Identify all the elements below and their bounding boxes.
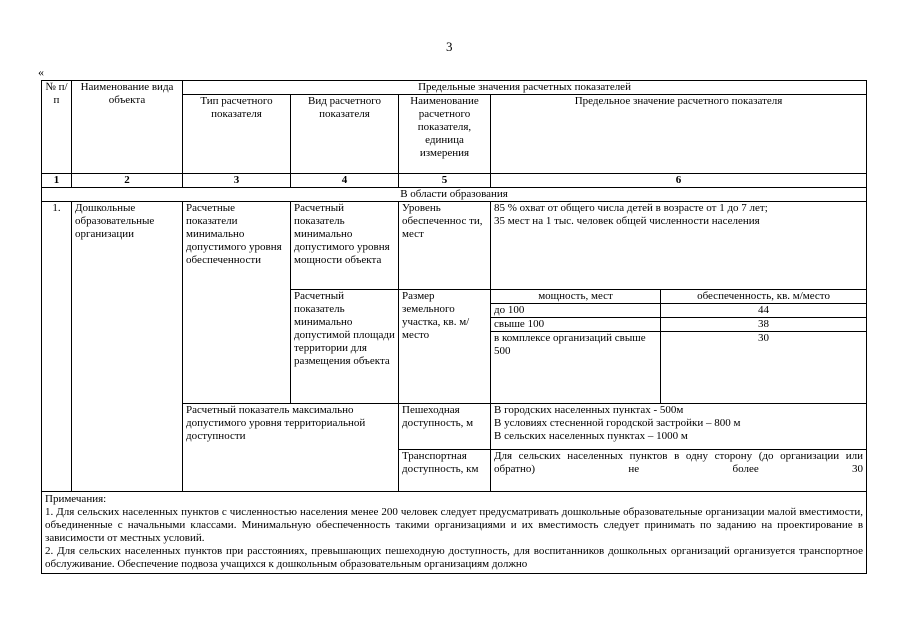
subtable-supply: 44 (661, 304, 867, 318)
value-level-line-2: 35 мест на 1 тыс. человек общей численности населения (494, 215, 760, 227)
value-walk (491, 404, 867, 450)
header-number-3: 3 (183, 174, 291, 188)
value-level (491, 202, 867, 290)
kind-capacity: Расчетный показатель минимально допустимого уровня мощности объекта (291, 202, 399, 290)
subtable-head-supply: обеспеченность, кв. м/место (661, 290, 867, 304)
header-numbers-row (42, 174, 867, 188)
notes-block (42, 492, 867, 574)
header-name: Наименование расчетного показателя, единица измерения (399, 95, 491, 174)
name-transport: Транспортная доступность, км (399, 450, 491, 492)
kind-area: Расчетный показатель минимально допустимой площади территории для размещения объекта (291, 290, 399, 404)
header-number-4: 4 (291, 174, 399, 188)
walk-line-1: В городских населенных пунктах - 500м (494, 404, 684, 416)
header-group-title: Предельные значения расчетных показателей (183, 81, 867, 95)
header-number-2: 2 (72, 174, 183, 188)
header-value: Предельное значение расчетного показателя (491, 95, 867, 174)
value-transport (491, 450, 867, 492)
header-type: Тип расчетного показателя (183, 95, 291, 174)
note-1: 1. Для сельских населенных пунктов с численностью населения менее 200 человек следует предусматривать дошкольные образовательные организации малой вместимости, объединенные с начальными классами. Минимальную обеспеченность такими организациями и их вместимость следует принимать по заданию на проектирование в зависимости от местных условий. (45, 506, 864, 544)
section-title: В области образования (42, 188, 867, 202)
header-number-6: 6 (491, 174, 867, 188)
subtable-capacity: в комплексе организаций свыше 500 (491, 332, 661, 404)
type-max-access: Расчетный показатель максимально допустимого уровня территориальной доступности (183, 404, 399, 492)
subtable-capacity: свыше 100 (491, 318, 661, 332)
row-num: 1. (42, 202, 72, 492)
name-plot: Размер земельного участка, кв. м/место (399, 290, 491, 404)
name-walk: Пешеходная доступность, м (399, 404, 491, 450)
type-min-level: Расчетные показатели минимально допустимого уровня обеспеченности (183, 202, 291, 404)
header-number-1: 1 (42, 174, 72, 188)
subtable-head-capacity: мощность, мест (491, 290, 661, 304)
page-number: 3 (446, 39, 453, 54)
header-object: Наименование вида объекта (72, 81, 183, 174)
opening-quote: « (38, 65, 44, 79)
subtable-capacity: до 100 (491, 304, 661, 318)
header-number-5: 5 (399, 174, 491, 188)
object-name: Дошкольные образовательные организации (72, 202, 183, 492)
header-num: № п/п (42, 81, 72, 174)
walk-line-3: В сельских населенных пунктах – 1000 м (494, 430, 688, 442)
header-kind: Вид расчетного показателя (291, 95, 399, 174)
value-transport-text: Для сельских населенных пунктов в одну сторону (до организации или обратно) не более 30 (494, 450, 864, 475)
value-level-line-1: 85 % охват от общего числа детей в возрасте от 1 до 7 лет; (494, 202, 768, 214)
norms-table (41, 80, 867, 574)
name-level: Уровень обеспеченнос ти, мест (399, 202, 491, 290)
subtable-supply: 30 (661, 332, 867, 404)
notes-title: Примечания: (45, 493, 107, 505)
note-2: 2. Для сельских населенных пунктов при расстояниях, превышающих пешеходную доступность, для воспитанников дошкольных организаций организуется транспортное обслуживание. Обеспечение подвоза учащихся к дошкольным образовательным организациям должно (45, 545, 864, 570)
subtable-supply: 38 (661, 318, 867, 332)
walk-line-2: В условиях стесненной городской застройки – 800 м (494, 417, 741, 429)
